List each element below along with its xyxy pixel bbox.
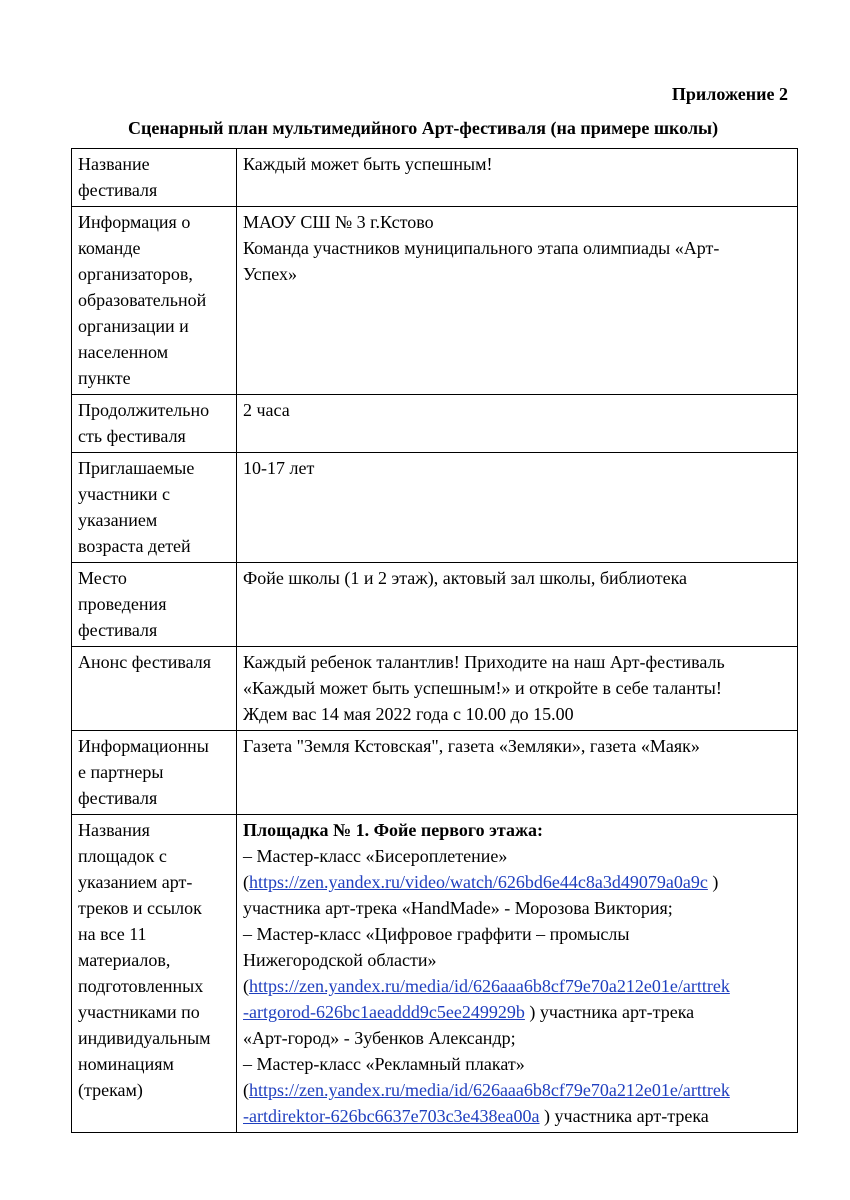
table-row — [72, 647, 798, 731]
masterclass-link[interactable]: -artgorod-626bc1aeaddd9c5ee249929b — [243, 1002, 525, 1022]
cell-line: Газета "Земля Кстовская", газета «Земляки», газета «Маяк» — [243, 736, 700, 756]
cell-line: Название — [78, 154, 150, 174]
cell-line: участниками по — [78, 1002, 200, 1022]
cell-line: Фойе школы (1 и 2 этаж), актовый зал школы, библиотека — [243, 568, 688, 588]
masterclass-title: – Мастер-класс «Цифровое граффити – промыслы — [243, 924, 630, 944]
row-value-venues — [237, 815, 798, 1133]
document-title: Сценарный план мультимедийного Арт-фестиваля (на примере школы) — [128, 118, 719, 138]
cell-line: проведения — [78, 594, 167, 614]
masterclass-author: участника арт-трека «HandMade» - Морозова Виктория; — [243, 898, 673, 918]
cell-line: площадок с — [78, 846, 167, 866]
cell-line: Каждый может быть успешным! — [243, 154, 493, 174]
cell-line: Место — [78, 568, 127, 588]
cell-line: материалов, — [78, 950, 171, 970]
cell-line: 10-17 лет — [243, 458, 315, 478]
cell-line: МАОУ СШ № 3 г.Кстово — [243, 212, 434, 232]
festival-plan-table — [71, 148, 798, 1133]
cell-line: образовательной — [78, 290, 207, 310]
link-paren: ) — [707, 872, 719, 892]
row-value-participants — [237, 453, 798, 563]
row-label-organizers — [72, 207, 237, 395]
masterclass-link[interactable]: https://zen.yandex.ru/media/id/626aaa6b8cf79e70a212e01e/arttrek — [249, 976, 730, 996]
cell-line: подготовленных — [78, 976, 204, 996]
masterclass-link-line — [243, 973, 791, 999]
table-row — [72, 563, 798, 647]
masterclass-track-text: ) участника арт-трека — [539, 1106, 709, 1126]
cell-line: треков и ссылок — [78, 898, 202, 918]
cell-line: организаторов, — [78, 264, 193, 284]
cell-line: возраста детей — [78, 536, 191, 556]
cell-line: на все 11 — [78, 924, 147, 944]
masterclass-link-line — [243, 1103, 791, 1129]
row-label-participants — [72, 453, 237, 563]
venue-heading: Площадка № 1. Фойе первого этажа: — [243, 820, 543, 840]
row-label-media-partners — [72, 731, 237, 815]
cell-line: указанием арт- — [78, 872, 193, 892]
row-value-duration — [237, 395, 798, 453]
row-label-venue — [72, 563, 237, 647]
masterclass-title: Нижегородской области» — [243, 950, 437, 970]
cell-line: команде — [78, 238, 141, 258]
link-paren: ( — [243, 1080, 249, 1100]
cell-line: Информация о — [78, 212, 191, 232]
row-value-festival-name — [237, 149, 798, 207]
row-value-media-partners — [237, 731, 798, 815]
cell-line: Каждый ребенок талантлив! Приходите на наш Арт-фестиваль — [243, 652, 725, 672]
cell-line: фестиваля — [78, 180, 158, 200]
masterclass-link[interactable]: https://zen.yandex.ru/media/id/626aaa6b8cf79e70a212e01e/arttrek — [249, 1080, 730, 1100]
table-row — [72, 149, 798, 207]
row-value-venue — [237, 563, 798, 647]
cell-line: сть фестиваля — [78, 426, 186, 446]
cell-line: Названия — [78, 820, 150, 840]
masterclass-link-line — [243, 1077, 791, 1103]
table-row — [72, 207, 798, 395]
table-row — [72, 731, 798, 815]
cell-line: Анонс фестиваля — [78, 652, 212, 672]
cell-line: указанием — [78, 510, 158, 530]
cell-line: пункте — [78, 368, 131, 388]
cell-line: (трекам) — [78, 1080, 143, 1100]
cell-line: Команда участников муниципального этапа олимпиады «Арт- — [243, 238, 720, 258]
masterclass-link-line — [243, 999, 791, 1025]
cell-line: Приглашаемые — [78, 458, 195, 478]
table-row — [72, 395, 798, 453]
table-row — [72, 453, 798, 563]
cell-line: Успех» — [243, 264, 297, 284]
row-label-duration — [72, 395, 237, 453]
table-row — [72, 815, 798, 1133]
cell-line: организации и — [78, 316, 189, 336]
cell-line: номинациям — [78, 1054, 174, 1074]
link-paren: ( — [243, 872, 249, 892]
cell-line: 2 часа — [243, 400, 290, 420]
row-label-venues — [72, 815, 237, 1133]
row-value-organizers — [237, 207, 798, 395]
masterclass-link[interactable]: -artdirektor-626bc6637e703c3e438ea00a — [243, 1106, 540, 1126]
cell-line: Продолжительно — [78, 400, 210, 420]
row-label-announcement — [72, 647, 237, 731]
cell-line: фестиваля — [78, 788, 158, 808]
cell-line: населенном — [78, 342, 169, 362]
masterclass-title: – Мастер-класс «Бисероплетение» — [243, 846, 508, 866]
link-paren: ( — [243, 976, 249, 996]
masterclass-track-text: ) участника арт-трека — [524, 1002, 695, 1022]
cell-line: Информационны — [78, 736, 209, 756]
masterclass-author: «Арт-город» - Зубенков Александр; — [243, 1028, 516, 1048]
row-label-festival-name — [72, 149, 237, 207]
masterclass-link[interactable]: https://zen.yandex.ru/video/watch/626bd6e44c8a3d49079a0a9c — [249, 872, 708, 892]
cell-line: е партнеры — [78, 762, 164, 782]
appendix-label: Приложение 2 — [671, 84, 788, 104]
cell-line: участники с — [78, 484, 171, 504]
cell-line: фестиваля — [78, 620, 158, 640]
cell-line: Ждем вас 14 мая 2022 года с 10.00 до 15.00 — [243, 704, 574, 724]
cell-line: индивидуальным — [78, 1028, 211, 1048]
cell-line: «Каждый может быть успешным!» и откройте в себе таланты! — [243, 678, 722, 698]
masterclass-link-line — [243, 869, 791, 895]
masterclass-title: – Мастер-класс «Рекламный плакат» — [243, 1054, 525, 1074]
row-value-announcement — [237, 647, 798, 731]
